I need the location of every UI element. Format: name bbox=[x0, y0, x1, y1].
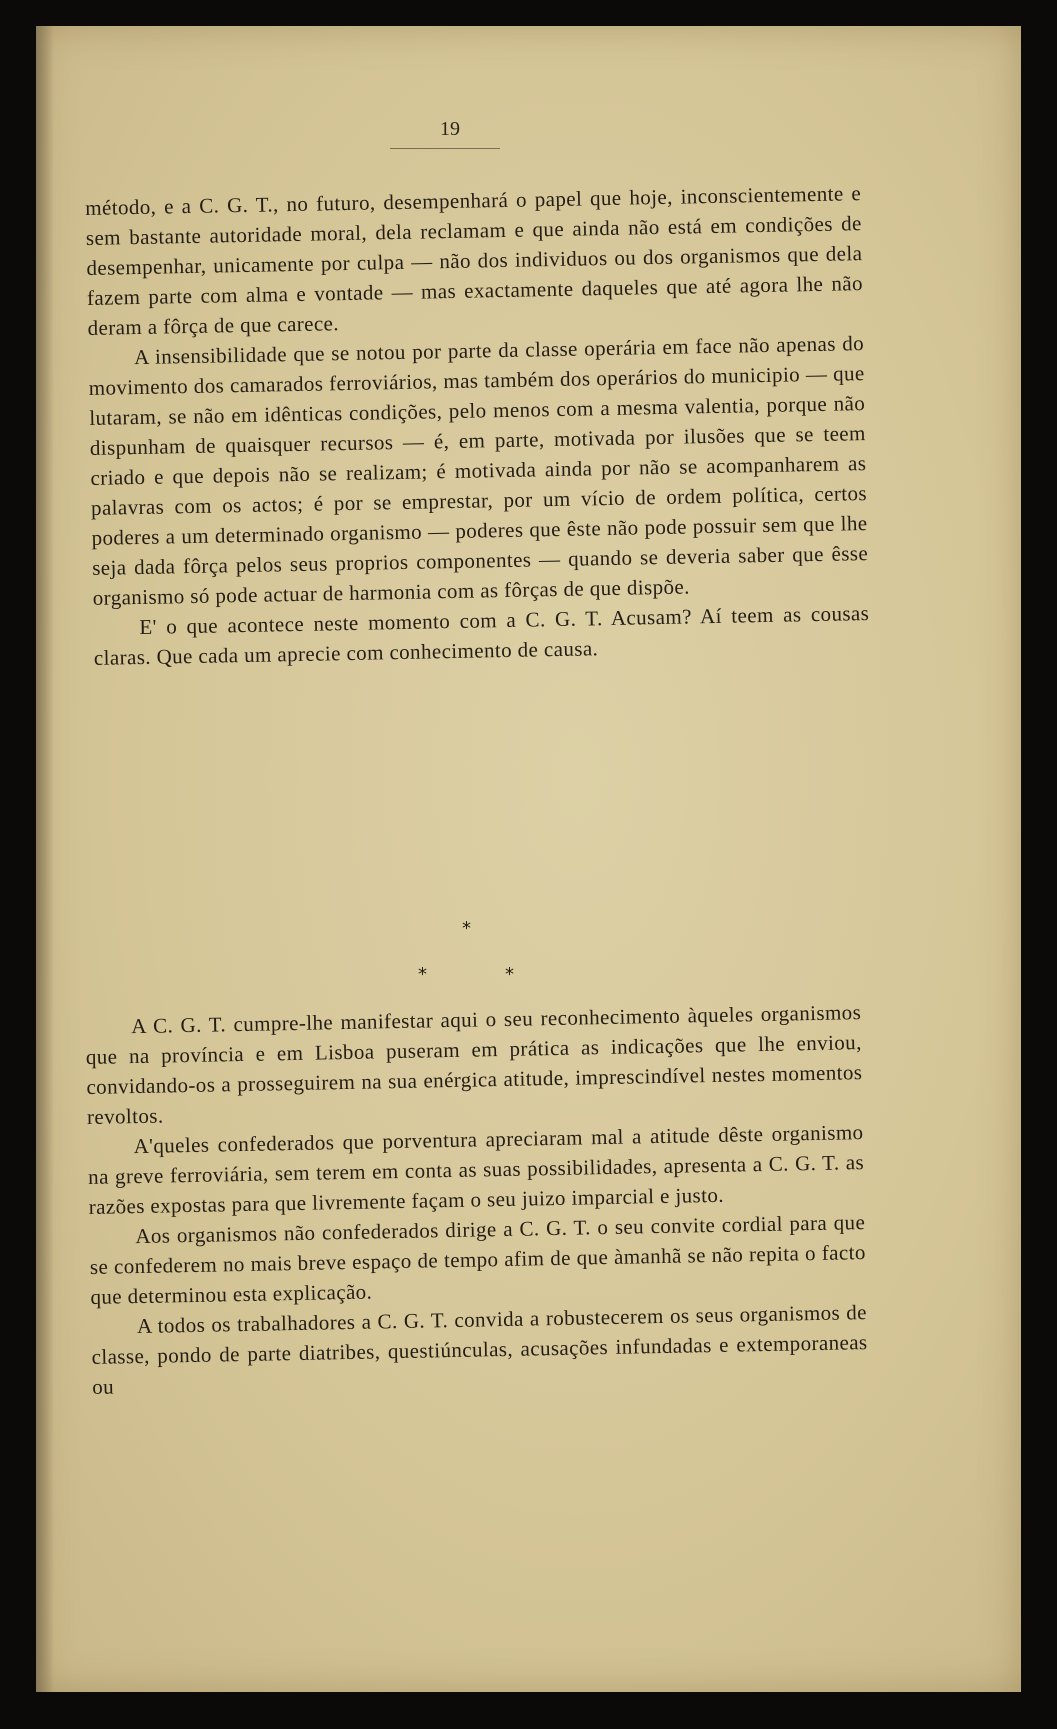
separator-star-left: * bbox=[418, 964, 427, 985]
separator-star-right: * bbox=[505, 964, 514, 985]
paragraph: E' o que acontece neste momento com a C. G. T. Acusam? Aí teem as cousas claras. Que cada um aprecie com conhecimento de causa. bbox=[93, 601, 870, 670]
paragraph: A C. G. T. cumpre-lhe manifestar aqui o seu reconhecimento àqueles organismos que na província e em Lisboa puseram em prática as indicações que lhe enviou, convidando-os a prosseguirem na sua enérgica atitude, imprescindível nestes momentos revoltos. bbox=[85, 1000, 863, 1129]
text-block-upper bbox=[85, 178, 870, 673]
separator-star-top: * bbox=[462, 918, 471, 939]
paragraph: Aos organismos não confederados dirige a C. G. T. o seu convite cordial para que se confederem no mais breve espaço de tempo afim de que àmanhã se não repita o facto que determinou esta explicação. bbox=[89, 1210, 866, 1309]
paragraph: A insensibilidade que se notou por parte da classe operária em face não apenas do movimento dos camarados ferroviários, mas também dos operários do municipio — que lutaram, se não em idênticas condições, pelo menos com a mesma valentia, porque não dispunham de quaisquer recursos — é, em parte, motivada por ilusões que se teem criado e que depois não se realizam; é motivada ainda por não se acompanharem as palavras com os actos; é por se emprestar, por um vício de ordem política, certos poderes a um determinado organismo — poderes que êste não pode possuir sem que lhe seja dada fôrça pelos seus proprios componentes — quando se deveria saber que êsse organismo só pode actuar de harmonia com as fôrças de que dispõe. bbox=[88, 331, 869, 610]
page-number: 19 bbox=[440, 118, 460, 140]
paragraph: A'queles confederados que porventura apreciaram mal a atitude dêste organismo na greve ferroviária, sem terem em conta as suas possibilidades, apresenta a C. G. T. as razões expostas para que livremente façam o seu juizo imparcial e justo. bbox=[87, 1120, 865, 1219]
page-binding-edge bbox=[36, 26, 54, 1692]
text-block-lower bbox=[85, 997, 868, 1402]
paragraph: método, e a C. G. T., no futuro, desempenhará o papel que hoje, inconscientemente e sem bastante autoridade moral, dela reclamam e que ainda não está em condições de desempenhar, unicamente por culpa — não dos individuos ou dos organismos que dela fazem parte com alma e vontade — mas exactamente daqueles que até agora lhe não deram a fôrça de que carece. bbox=[85, 181, 864, 340]
page-number-rule bbox=[390, 148, 500, 149]
paragraph: A todos os trabalhadores a C. G. T. convida a robustecerem os seus organismos de classe, pondo de parte diatribes, questiúnculas, acusações infundadas e extemporaneas ou bbox=[91, 1300, 868, 1399]
